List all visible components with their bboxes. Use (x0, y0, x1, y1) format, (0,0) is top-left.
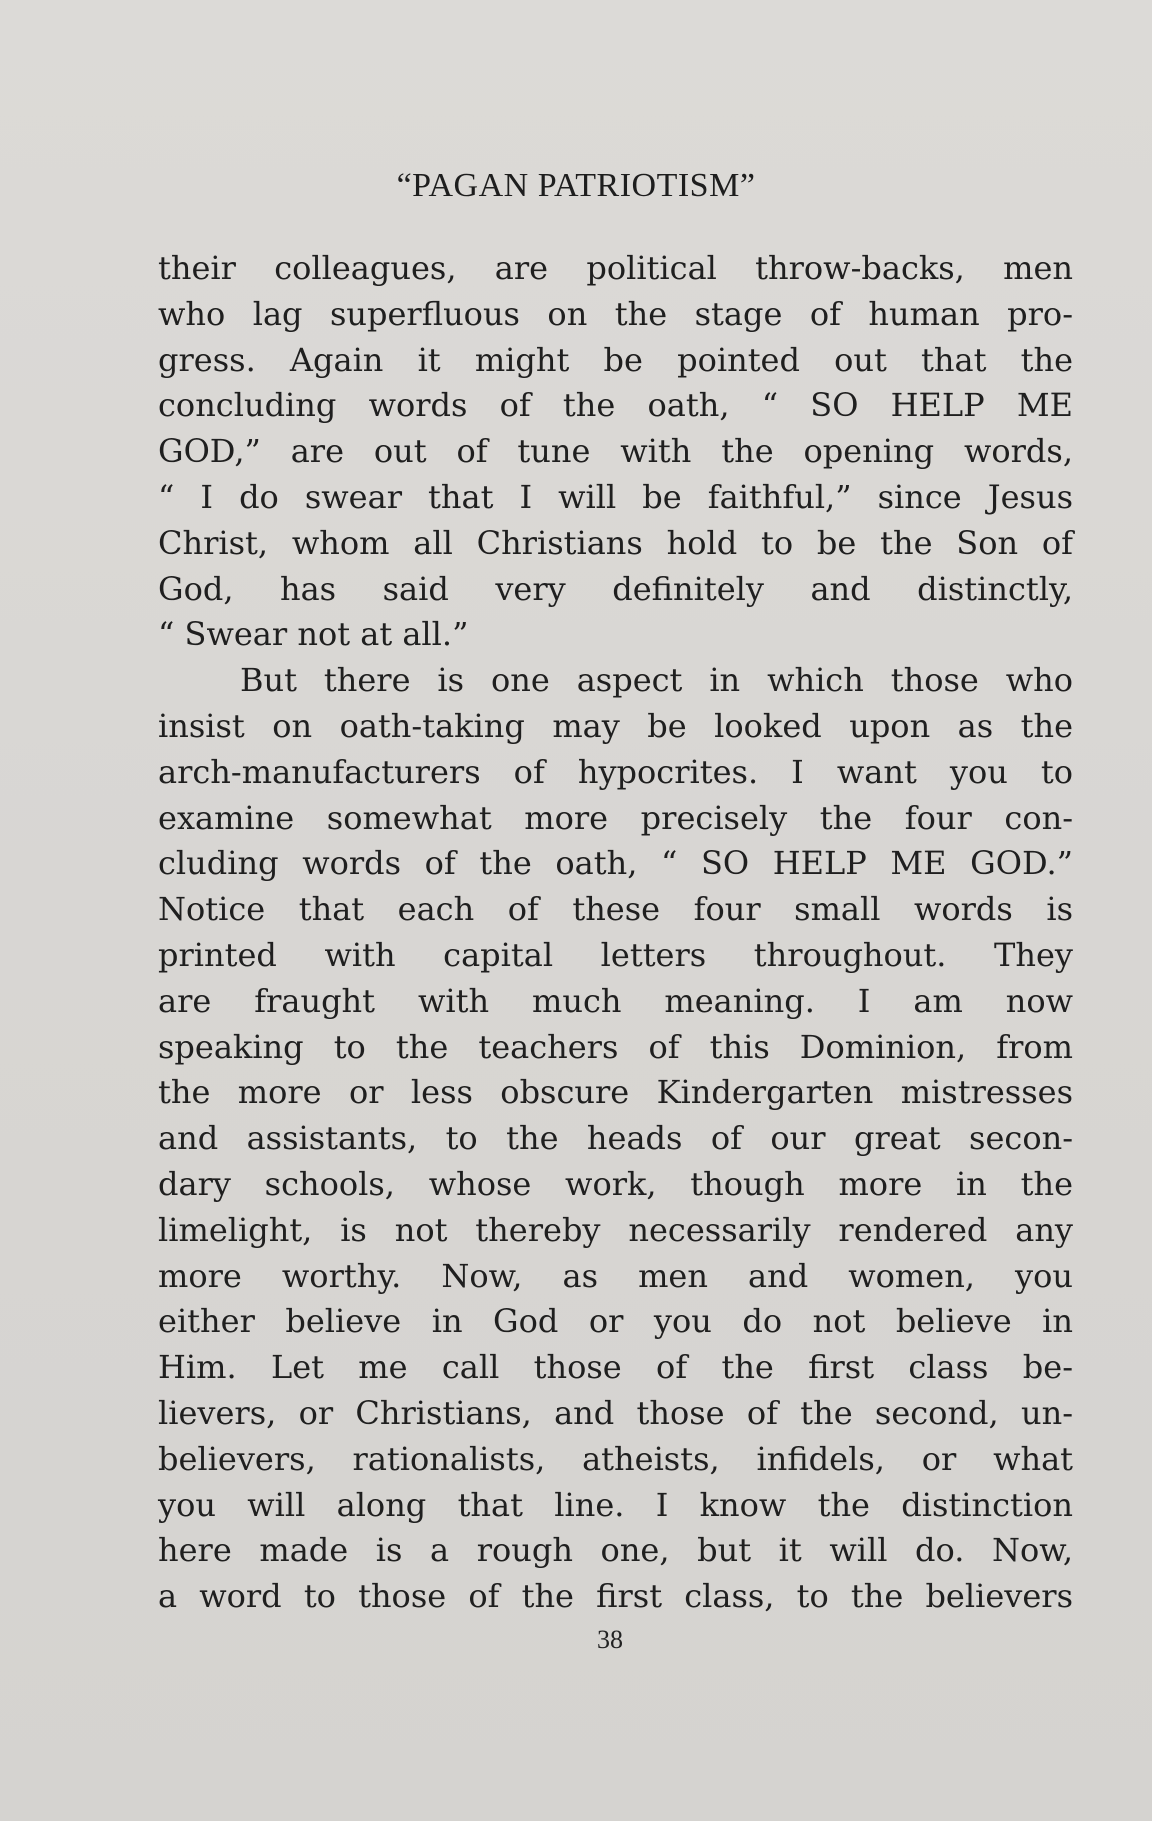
text-line: who lag superfluous on the stage of human pro- (158, 294, 1073, 333)
text-line: dary schools, whose work, though more in the (158, 1164, 1073, 1203)
text-line: arch-manufacturers of hypocrites. I want you to (158, 752, 1073, 791)
text-line: “ I do swear that I will be faithful,” since Jesus (158, 477, 1073, 516)
text-line: lievers, or Christians, and those of the second, un- (158, 1393, 1073, 1432)
text-line: you will along that line. I know the distinction (158, 1485, 1073, 1524)
text-line: cluding words of the oath, “ SO HELP ME GOD.” (158, 844, 1073, 883)
body-text (158, 246, 1073, 1620)
text-line: the more or less obscure Kindergarten mistresses (158, 1073, 1073, 1112)
text-line: Him. Let me call those of the first class be- (158, 1348, 1073, 1387)
text-line: “ Swear not at all.” (158, 615, 469, 654)
text-line: God, has said very definitely and distinctly, (158, 569, 1073, 608)
text-line: their colleagues, are political throw-backs, men (158, 249, 1073, 287)
text-line: insist on oath-taking may be looked upon as the (158, 706, 1073, 745)
text-line: Notice that each of these four small words is (158, 890, 1073, 929)
text-line: printed with capital letters throughout. They (158, 935, 1073, 974)
text-line: examine somewhat more precisely the four con- (158, 798, 1073, 837)
text-line: gress. Again it might be pointed out that the (158, 340, 1073, 379)
text-line: concluding words of the oath, “ SO HELP ME (158, 386, 1073, 425)
page-number: 38 (597, 1625, 623, 1654)
running-title: “PAGAN PATRIOTISM” (396, 167, 756, 204)
text-line: speaking to the teachers of this Dominion, from (158, 1027, 1073, 1066)
text-line: more worthy. Now, as men and women, you (158, 1256, 1073, 1295)
text-line: either believe in God or you do not believe in (158, 1302, 1073, 1341)
text-line: limelight, is not thereby necessarily rendered any (158, 1210, 1073, 1249)
text-line: here made is a rough one, but it will do. Now, (158, 1531, 1073, 1570)
text-line: are fraught with much meaning. I am now (158, 981, 1073, 1020)
text-line: Christ, whom all Christians hold to be the Son of (158, 523, 1073, 562)
text-line: believers, rationalists, atheists, infidels, or what (158, 1439, 1073, 1478)
text-line: and assistants, to the heads of our great secon- (158, 1119, 1073, 1158)
text-line: GOD,” are out of tune with the opening words, (158, 432, 1073, 471)
text-line: a word to those of the first class, to the believers (158, 1577, 1073, 1616)
text-line: But there is one aspect in which those who (240, 661, 1073, 700)
